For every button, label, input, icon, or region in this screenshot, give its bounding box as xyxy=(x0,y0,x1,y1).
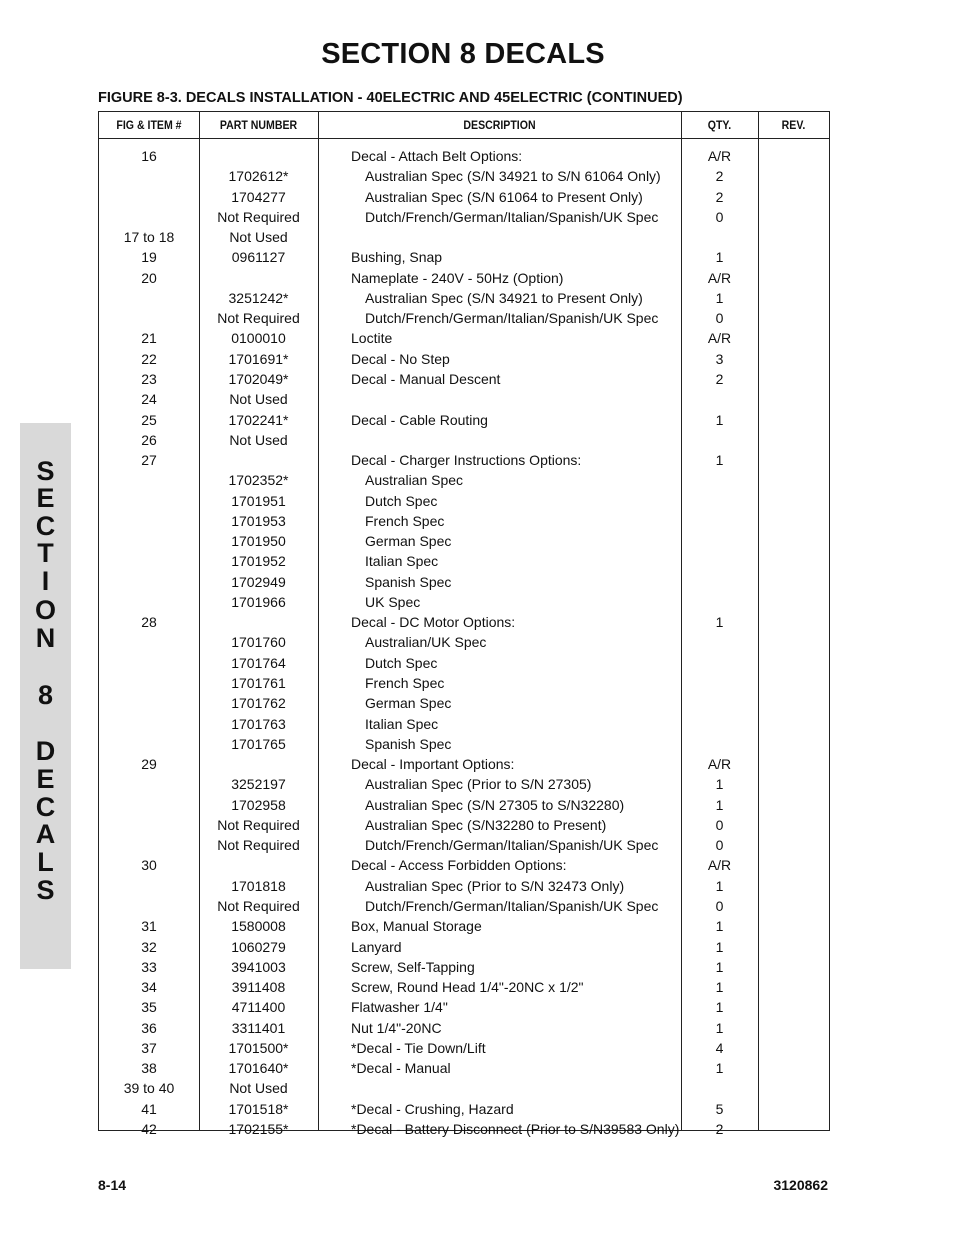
cell-description: Italian Spec xyxy=(365,553,439,570)
cell-part-number: 1701761 xyxy=(231,675,286,692)
table-row xyxy=(99,531,829,551)
cell-qty: 1 xyxy=(715,1060,724,1077)
cell-description: *Decal - Tie Down/Lift xyxy=(351,1039,486,1056)
cell-description: *Decal - Manual xyxy=(351,1060,451,1077)
cell-fig-item: 26 xyxy=(141,431,157,448)
table-row xyxy=(99,835,829,855)
table-row xyxy=(99,896,829,916)
table-row xyxy=(99,187,829,207)
cell-description: Nameplate - 240V - 50Hz (Option) xyxy=(351,269,564,286)
cell-part-number: Not Required xyxy=(217,837,300,854)
cell-qty: 1 xyxy=(715,614,724,631)
table-row xyxy=(99,470,829,490)
cell-part-number: 1580008 xyxy=(231,918,286,935)
cell-description: Dutch/French/German/Italian/Spanish/UK Spec xyxy=(365,897,659,914)
cell-fig-item: 28 xyxy=(141,614,157,631)
cell-description: Screw, Self-Tapping xyxy=(351,958,475,975)
cell-part-number: 1701762 xyxy=(231,695,286,712)
cell-qty: 1 xyxy=(715,796,724,813)
cell-description: German Spec xyxy=(365,533,452,550)
page-number: 8-14 xyxy=(98,1177,127,1193)
cell-qty: A/R xyxy=(707,756,732,773)
cell-qty: 0 xyxy=(715,897,724,914)
table-row xyxy=(99,308,829,328)
cell-description: Dutch Spec xyxy=(365,654,438,671)
cell-part-number: Not Used xyxy=(229,229,288,246)
cell-qty: 1 xyxy=(715,411,724,428)
table-row xyxy=(99,855,829,875)
table-row xyxy=(99,1099,829,1119)
side-tab-letter: 8 xyxy=(37,680,54,710)
cell-qty: 1 xyxy=(715,452,724,469)
table-row xyxy=(99,653,829,673)
cell-description: Decal - DC Motor Options: xyxy=(351,614,516,631)
table-row xyxy=(99,369,829,389)
cell-part-number: 4711400 xyxy=(231,999,286,1016)
table-row xyxy=(99,349,829,369)
table-row xyxy=(99,227,829,247)
cell-description: Spanish Spec xyxy=(365,573,452,590)
cell-description: Australian Spec (S/N 27305 to S/N32280) xyxy=(365,796,625,813)
table-row xyxy=(99,1058,829,1078)
table-row xyxy=(99,247,829,267)
side-tab-letter: N xyxy=(35,623,56,653)
cell-part-number: Not Used xyxy=(229,431,288,448)
cell-fig-item: 20 xyxy=(141,269,157,286)
cell-part-number: 1701691* xyxy=(228,350,289,367)
table-row xyxy=(99,1078,829,1098)
cell-part-number: 1702241* xyxy=(228,411,289,428)
cell-part-number: 1701760 xyxy=(231,634,286,651)
cell-description: Australian Spec (S/N32280 to Present) xyxy=(365,816,607,833)
cell-description: UK Spec xyxy=(365,593,421,610)
cell-description: German Spec xyxy=(365,695,452,712)
table-row xyxy=(99,754,829,774)
table-row xyxy=(99,166,829,186)
cell-fig-item: 30 xyxy=(141,857,157,874)
cell-part-number: 1701951 xyxy=(231,492,286,509)
cell-fig-item: 38 xyxy=(141,1060,157,1077)
cell-qty: A/R xyxy=(707,857,732,874)
table-row xyxy=(99,410,829,430)
cell-description: Dutch/French/German/Italian/Spanish/UK Spec xyxy=(365,310,659,327)
cell-qty: A/R xyxy=(707,148,732,164)
side-tab-letter: A xyxy=(35,819,56,849)
cell-qty: 3 xyxy=(715,350,724,367)
table-row xyxy=(99,693,829,713)
cell-description: Decal - No Step xyxy=(351,350,450,367)
cell-fig-item: 33 xyxy=(141,958,157,975)
cell-description: Australian Spec (Prior to S/N 32473 Only) xyxy=(365,877,625,894)
side-tab-letter: C xyxy=(35,511,56,541)
cell-part-number: Not Required xyxy=(217,816,300,833)
cell-part-number: 1701818 xyxy=(231,877,286,894)
cell-description: Dutch/French/German/Italian/Spanish/UK Spec xyxy=(365,837,659,854)
table-row xyxy=(99,328,829,348)
cell-qty: 1 xyxy=(715,289,724,306)
cell-fig-item: 22 xyxy=(141,350,157,367)
table-row xyxy=(99,288,829,308)
cell-fig-item: 36 xyxy=(141,1019,157,1036)
cell-description: Spanish Spec xyxy=(365,735,452,752)
cell-description: Australian Spec (S/N 61064 to Present Only) xyxy=(365,188,643,205)
cell-qty: 1 xyxy=(715,776,724,793)
header-part-number: PART NUMBER xyxy=(219,118,298,132)
table-row xyxy=(99,511,829,531)
cell-part-number: 1704277 xyxy=(231,188,286,205)
cell-qty: 2 xyxy=(715,188,724,205)
cell-qty: 2 xyxy=(715,168,724,185)
cell-part-number: 1702049* xyxy=(228,370,289,387)
cell-part-number: 1702352* xyxy=(228,472,289,489)
cell-part-number: Not Used xyxy=(229,391,288,408)
cell-part-number: 1702958 xyxy=(231,796,286,813)
section-side-tab xyxy=(20,423,71,969)
cell-description: Decal - Attach Belt Options: xyxy=(351,148,523,164)
cell-description: Australian/UK Spec xyxy=(365,634,487,651)
cell-part-number: 3941003 xyxy=(231,958,286,975)
cell-part-number: 3911408 xyxy=(231,979,286,996)
cell-part-number: 3252197 xyxy=(231,776,286,793)
table-row xyxy=(99,389,829,409)
cell-description: Screw, Round Head 1/4"-20NC x 1/2" xyxy=(351,979,584,996)
cell-fig-item: 32 xyxy=(141,938,157,955)
table-row xyxy=(99,450,829,470)
cell-fig-item: 16 xyxy=(141,148,157,164)
cell-description: Loctite xyxy=(351,330,393,347)
table-row xyxy=(99,876,829,896)
table-row xyxy=(99,937,829,957)
cell-description: French Spec xyxy=(365,675,445,692)
table-row xyxy=(99,1038,829,1058)
cell-part-number: 1701763 xyxy=(231,715,286,732)
table-row xyxy=(99,207,829,227)
table-row xyxy=(99,916,829,936)
cell-qty: 1 xyxy=(715,877,724,894)
cell-qty: A/R xyxy=(707,330,732,347)
cell-description: Australian Spec (S/N 34921 to Present Only) xyxy=(365,289,643,306)
cell-fig-item: 29 xyxy=(141,756,157,773)
cell-qty: 1 xyxy=(715,249,724,266)
cell-fig-item: 21 xyxy=(141,330,157,347)
header-fig-item: FIG & ITEM # xyxy=(116,118,182,132)
cell-fig-item: 39 to 40 xyxy=(123,1080,175,1097)
table-row xyxy=(99,957,829,977)
table-row xyxy=(99,714,829,734)
cell-description: Box, Manual Storage xyxy=(351,918,482,935)
cell-description: Australian Spec xyxy=(365,472,464,489)
table-row xyxy=(99,997,829,1017)
header-description: DESCRIPTION xyxy=(463,118,536,132)
cell-qty: 0 xyxy=(715,837,724,854)
cell-fig-item: 27 xyxy=(141,452,157,469)
header-divider xyxy=(99,138,829,139)
cell-part-number: 1702155* xyxy=(228,1120,289,1137)
cell-fig-item: 23 xyxy=(141,370,157,387)
cell-part-number: 1702949 xyxy=(231,573,286,590)
header-rev: REV. xyxy=(781,118,806,132)
cell-description: Italian Spec xyxy=(365,715,439,732)
side-tab-letter: L xyxy=(37,847,54,877)
cell-part-number: 1701764 xyxy=(231,654,286,671)
cell-fig-item: 34 xyxy=(141,979,157,996)
table-row xyxy=(99,572,829,592)
table-row xyxy=(99,734,829,754)
side-tab-letter: E xyxy=(36,764,55,794)
cell-qty: 1 xyxy=(715,958,724,975)
cell-part-number: Not Required xyxy=(217,310,300,327)
table-row xyxy=(99,774,829,794)
cell-fig-item: 35 xyxy=(141,999,157,1016)
table-row xyxy=(99,491,829,511)
side-tab-letter: O xyxy=(34,595,56,625)
table-row xyxy=(99,673,829,693)
cell-qty: 0 xyxy=(715,310,724,327)
table-row xyxy=(99,146,829,166)
cell-part-number: 1701518* xyxy=(228,1100,289,1117)
cell-part-number: 1701952 xyxy=(231,553,286,570)
cell-description: Dutch/French/German/Italian/Spanish/UK Spec xyxy=(365,208,659,225)
cell-part-number: 0961127 xyxy=(231,249,286,266)
cell-part-number: Not Required xyxy=(217,208,300,225)
cell-part-number: 1701500* xyxy=(228,1039,289,1056)
cell-fig-item: 41 xyxy=(141,1100,157,1117)
cell-description: *Decal - Crushing, Hazard xyxy=(351,1100,514,1117)
cell-description: Decal - Charger Instructions Options: xyxy=(351,452,582,469)
cell-part-number: 1702612* xyxy=(228,168,289,185)
parts-table xyxy=(98,111,830,1137)
cell-part-number: 0100010 xyxy=(231,330,286,347)
cell-description: Australian Spec (Prior to S/N 27305) xyxy=(365,776,592,793)
cell-description: Dutch Spec xyxy=(365,492,438,509)
document-number: 3120862 xyxy=(773,1177,828,1193)
cell-description: Decal - Manual Descent xyxy=(351,370,501,387)
side-tab-letter: I xyxy=(41,566,50,596)
cell-qty: 2 xyxy=(715,370,724,387)
cell-description: French Spec xyxy=(365,512,445,529)
table-row xyxy=(99,268,829,288)
cell-description: *Decal - Battery Disconnect (Prior to S/N39583 Only) xyxy=(351,1120,680,1137)
table-row xyxy=(99,815,829,835)
cell-qty: 1 xyxy=(715,938,724,955)
table-row xyxy=(99,612,829,632)
table-row xyxy=(99,430,829,450)
cell-qty: 2 xyxy=(715,1120,724,1137)
table-row xyxy=(99,592,829,612)
cell-part-number: Not Required xyxy=(217,897,300,914)
page-title: SECTION 8 DECALS xyxy=(321,38,605,70)
table-row xyxy=(99,632,829,652)
cell-description: Lanyard xyxy=(351,938,402,955)
figure-title: FIGURE 8-3. DECALS INSTALLATION - 40ELECTRIC AND 45ELECTRIC (CONTINUED) xyxy=(98,90,683,106)
cell-description: Australian Spec (S/N 34921 to S/N 61064 Only) xyxy=(365,168,661,185)
side-tab-letter: S xyxy=(36,875,55,905)
side-tab-letter: D xyxy=(35,736,56,766)
cell-part-number: 1701950 xyxy=(231,533,286,550)
table-row xyxy=(99,1018,829,1038)
cell-qty: 1 xyxy=(715,918,724,935)
cell-qty: 1 xyxy=(715,1019,724,1036)
cell-description: Decal - Important Options: xyxy=(351,756,515,773)
cell-part-number: 3311401 xyxy=(231,1019,286,1036)
table-row xyxy=(99,551,829,571)
cell-fig-item: 19 xyxy=(141,249,157,266)
cell-description: Flatwasher 1/4" xyxy=(351,999,448,1016)
side-tab-letter: T xyxy=(37,538,54,568)
cell-qty: 1 xyxy=(715,979,724,996)
cell-qty: A/R xyxy=(707,269,732,286)
cell-part-number: 1701953 xyxy=(231,512,286,529)
table-row xyxy=(99,1119,829,1139)
cell-fig-item: 17 to 18 xyxy=(123,229,175,246)
cell-part-number: 1060279 xyxy=(231,938,286,955)
cell-part-number: 3251242* xyxy=(228,289,289,306)
cell-fig-item: 42 xyxy=(141,1120,157,1137)
cell-fig-item: 37 xyxy=(141,1039,157,1056)
cell-qty: 4 xyxy=(715,1039,724,1056)
cell-qty: 5 xyxy=(715,1100,724,1117)
cell-part-number: 1701966 xyxy=(231,593,286,610)
header-qty: QTY. xyxy=(707,118,732,132)
cell-part-number: 1701640* xyxy=(228,1060,289,1077)
cell-fig-item: 31 xyxy=(141,918,157,935)
cell-part-number: 1701765 xyxy=(231,735,286,752)
cell-description: Nut 1/4"-20NC xyxy=(351,1019,442,1036)
cell-fig-item: 25 xyxy=(141,411,157,428)
cell-description: Bushing, Snap xyxy=(351,249,443,266)
cell-qty: 1 xyxy=(715,999,724,1016)
side-tab-letter: S xyxy=(36,456,55,486)
cell-qty: 0 xyxy=(715,816,724,833)
cell-description: Decal - Access Forbidden Options: xyxy=(351,857,567,874)
cell-qty: 0 xyxy=(715,208,724,225)
cell-part-number: Not Used xyxy=(229,1080,288,1097)
cell-description: Decal - Cable Routing xyxy=(351,411,488,428)
table-row xyxy=(99,795,829,815)
side-tab-letter: C xyxy=(35,792,56,822)
cell-fig-item: 24 xyxy=(141,391,157,408)
table-row xyxy=(99,977,829,997)
side-tab-letter: E xyxy=(36,483,55,513)
